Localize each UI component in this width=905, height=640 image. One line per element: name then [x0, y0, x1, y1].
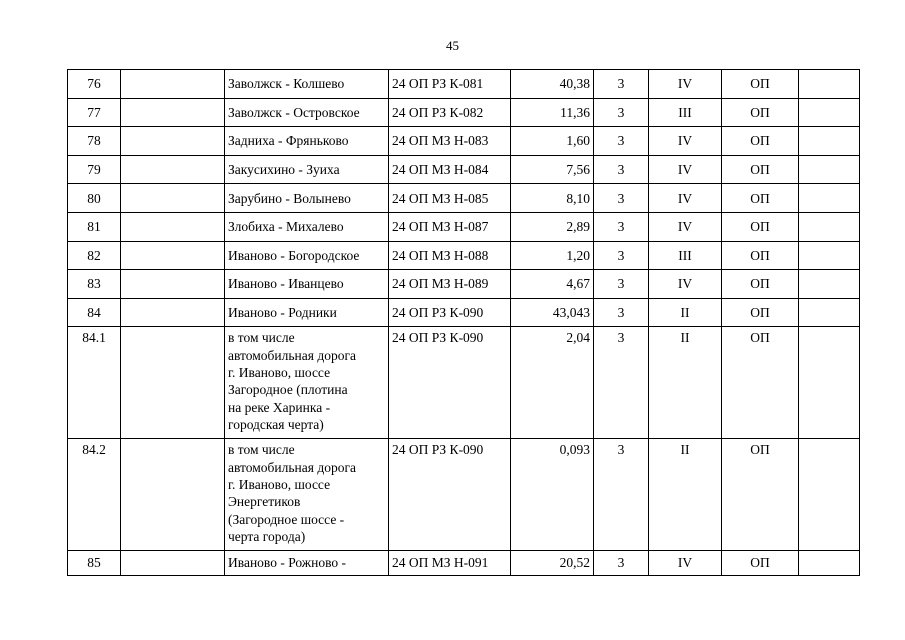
table-row — [68, 298, 860, 327]
road-significance-cell: ОП — [722, 439, 799, 551]
road-code-cell: 24 ОП МЗ Н-087 — [389, 212, 511, 241]
page-number: 45 — [446, 38, 459, 53]
extra-cell — [799, 551, 860, 576]
road-name-cell: Заволжск - Колшево — [225, 70, 389, 99]
road-length-cell: 20,52 — [511, 551, 594, 576]
row-number-cell: 80 — [68, 184, 121, 213]
blank-cell — [121, 98, 225, 127]
blank-cell — [121, 127, 225, 156]
road-length-cell: 43,043 — [511, 298, 594, 327]
road-code-cell: 24 ОП РЗ К-082 — [389, 98, 511, 127]
road-code-cell: 24 ОП РЗ К-090 — [389, 327, 511, 439]
road-code-cell: 24 ОП МЗ Н-091 — [389, 551, 511, 576]
blank-cell — [121, 212, 225, 241]
road-length-cell: 11,36 — [511, 98, 594, 127]
road-class-cell: IV — [649, 70, 722, 99]
road-code-cell: 24 ОП МЗ Н-083 — [389, 127, 511, 156]
extra-cell — [799, 298, 860, 327]
road-class-cell: II — [649, 298, 722, 327]
road-significance-cell: ОП — [722, 327, 799, 439]
road-significance-cell: ОП — [722, 241, 799, 270]
table-row — [68, 184, 860, 213]
road-category-cell: 3 — [594, 184, 649, 213]
table-row — [68, 212, 860, 241]
row-number-cell: 85 — [68, 551, 121, 576]
road-category-cell: 3 — [594, 551, 649, 576]
road-class-cell: IV — [649, 551, 722, 576]
road-length-cell: 4,67 — [511, 270, 594, 299]
blank-cell — [121, 327, 225, 439]
road-significance-cell: ОП — [722, 127, 799, 156]
table-row — [68, 439, 860, 551]
extra-cell — [799, 241, 860, 270]
road-length-cell: 0,093 — [511, 439, 594, 551]
row-number-cell: 83 — [68, 270, 121, 299]
road-name-cell: Иваново - Рожново - — [225, 551, 389, 576]
extra-cell — [799, 184, 860, 213]
table-body — [68, 70, 860, 576]
road-length-cell: 1,60 — [511, 127, 594, 156]
row-number-cell: 84.1 — [68, 327, 121, 439]
extra-cell — [799, 155, 860, 184]
road-length-cell: 8,10 — [511, 184, 594, 213]
extra-cell — [799, 212, 860, 241]
road-code-cell: 24 ОП МЗ Н-089 — [389, 270, 511, 299]
road-name-cell: Иваново - Богородское — [225, 241, 389, 270]
road-length-cell: 7,56 — [511, 155, 594, 184]
road-name-cell: Иваново - Родники — [225, 298, 389, 327]
extra-cell — [799, 327, 860, 439]
row-number-cell: 79 — [68, 155, 121, 184]
road-name-cell: Закусихино - Зуиха — [225, 155, 389, 184]
blank-cell — [121, 241, 225, 270]
road-name-cell: Иваново - Иванцево — [225, 270, 389, 299]
road-category-cell: 3 — [594, 155, 649, 184]
road-category-cell: 3 — [594, 439, 649, 551]
road-significance-cell: ОП — [722, 298, 799, 327]
table-row — [68, 127, 860, 156]
road-category-cell: 3 — [594, 241, 649, 270]
road-name-cell: Заволжск - Островское — [225, 98, 389, 127]
road-category-cell: 3 — [594, 270, 649, 299]
road-class-cell: II — [649, 327, 722, 439]
road-significance-cell: ОП — [722, 184, 799, 213]
road-category-cell: 3 — [594, 70, 649, 99]
row-number-cell: 84 — [68, 298, 121, 327]
row-number-cell: 84.2 — [68, 439, 121, 551]
road-category-cell: 3 — [594, 127, 649, 156]
road-name-cell: Злобиха - Михалево — [225, 212, 389, 241]
road-length-cell: 1,20 — [511, 241, 594, 270]
blank-cell — [121, 270, 225, 299]
blank-cell — [121, 551, 225, 576]
road-class-cell: IV — [649, 270, 722, 299]
road-significance-cell: ОП — [722, 270, 799, 299]
table-row — [68, 551, 860, 576]
table-row — [68, 241, 860, 270]
blank-cell — [121, 439, 225, 551]
road-length-cell: 2,04 — [511, 327, 594, 439]
extra-cell — [799, 439, 860, 551]
road-length-cell: 2,89 — [511, 212, 594, 241]
roads-table — [67, 69, 860, 576]
row-number-cell: 82 — [68, 241, 121, 270]
road-code-cell: 24 ОП РЗ К-090 — [389, 298, 511, 327]
blank-cell — [121, 155, 225, 184]
blank-cell — [121, 70, 225, 99]
road-class-cell: III — [649, 98, 722, 127]
table-row — [68, 270, 860, 299]
row-number-cell: 78 — [68, 127, 121, 156]
road-category-cell: 3 — [594, 98, 649, 127]
road-code-cell: 24 ОП МЗ Н-084 — [389, 155, 511, 184]
road-name-cell: в том числе автомобильная дорога г. Иваново, шоссе Энергетиков (Загородное шоссе - черта города) — [225, 439, 389, 551]
road-significance-cell: ОП — [722, 98, 799, 127]
road-class-cell: IV — [649, 212, 722, 241]
extra-cell — [799, 70, 860, 99]
row-number-cell: 81 — [68, 212, 121, 241]
table-row — [68, 155, 860, 184]
road-class-cell: III — [649, 241, 722, 270]
road-name-cell: Задниха - Фряньково — [225, 127, 389, 156]
road-code-cell: 24 ОП РЗ К-090 — [389, 439, 511, 551]
road-class-cell: IV — [649, 184, 722, 213]
row-number-cell: 76 — [68, 70, 121, 99]
road-name-cell: в том числе автомобильная дорога г. Иваново, шоссе Загородное (плотина на реке Харинка - городская черта) — [225, 327, 389, 439]
road-length-cell: 40,38 — [511, 70, 594, 99]
road-code-cell: 24 ОП МЗ Н-085 — [389, 184, 511, 213]
extra-cell — [799, 98, 860, 127]
road-class-cell: II — [649, 439, 722, 551]
road-category-cell: 3 — [594, 212, 649, 241]
table-row — [68, 327, 860, 439]
row-number-cell: 77 — [68, 98, 121, 127]
blank-cell — [121, 184, 225, 213]
road-code-cell: 24 ОП МЗ Н-088 — [389, 241, 511, 270]
road-class-cell: IV — [649, 155, 722, 184]
extra-cell — [799, 127, 860, 156]
blank-cell — [121, 298, 225, 327]
road-significance-cell: ОП — [722, 155, 799, 184]
road-significance-cell: ОП — [722, 551, 799, 576]
table-row — [68, 98, 860, 127]
road-significance-cell: ОП — [722, 70, 799, 99]
road-code-cell: 24 ОП РЗ К-081 — [389, 70, 511, 99]
road-category-cell: 3 — [594, 298, 649, 327]
road-significance-cell: ОП — [722, 212, 799, 241]
road-name-cell: Зарубино - Волынево — [225, 184, 389, 213]
road-class-cell: IV — [649, 127, 722, 156]
table-row — [68, 70, 860, 99]
extra-cell — [799, 270, 860, 299]
road-category-cell: 3 — [594, 327, 649, 439]
